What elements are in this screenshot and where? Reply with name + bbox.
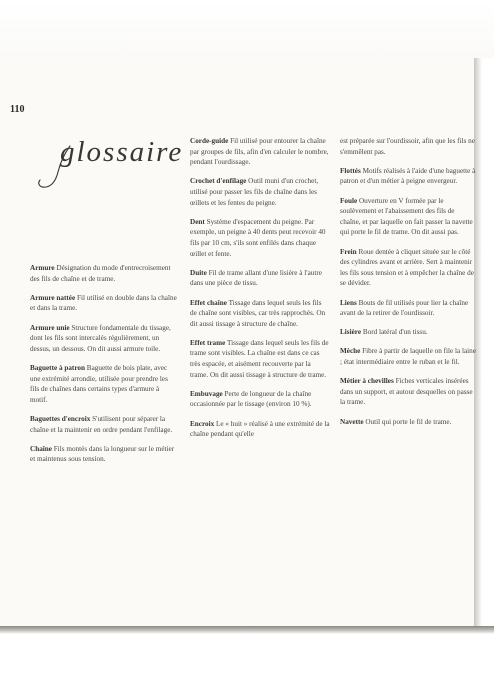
glossary-definition: est préparée sur l'ourdissoir, afin que les fils ne s'emmêlent pas. (340, 137, 475, 156)
glossary-definition: Fil de trame allant d'une lisière à l'autre dans une pièce de tissu. (190, 268, 322, 288)
glossary-term: Navette (340, 417, 364, 426)
page-number: 110 (10, 104, 25, 115)
glossary-entry (190, 268, 330, 289)
glossary-term: Flottés (340, 166, 361, 175)
glossary-term: Corde-guide (190, 137, 229, 145)
glossary-entry (190, 298, 330, 330)
glossary-term: Embuvage (190, 389, 223, 398)
glossary-definition: Fil utilisé pour entourer la chaîne par groupes de fils, afin d'en calculer le nombre, pendant l'ourdissage. (190, 137, 329, 167)
glossary-definition: Motifs réalisés à l'aide d'une baguette à patron et d'un métier à peigne envergeur. (340, 166, 476, 186)
glossary-entry (340, 166, 476, 187)
glossary-definition: Système d'espacement du peigne. Par exemple, un peigne à 40 dents peut recevoir 40 fils par 10 cm, s'ils sont enfilés dans chaque œillet et fente. (190, 217, 326, 258)
glossary-entry (340, 298, 476, 319)
glossary-column-1 (30, 263, 178, 473)
glossary-entry (30, 414, 178, 435)
glossary-definition: Fiches verticales insérées dans un support, et autour desquelles on passe la trame. (340, 377, 473, 407)
glossary-entry (340, 376, 476, 408)
glossary-entry (190, 419, 330, 440)
glossary-term: Mèche (340, 347, 361, 356)
page-bottom-shadow (0, 626, 494, 634)
glossary-entry (30, 263, 178, 284)
glossary-entry (30, 363, 178, 405)
glossary-term: Métier à chevilles (340, 377, 394, 386)
glossary-column-2 (190, 136, 330, 448)
glossary-term: Baguette à patron (30, 363, 85, 372)
glossary-definition: Bouts de fil utilisés pour lier la chaîne avant de la retirer de l'ourdissoir. (340, 298, 469, 318)
glossary-entry (340, 136, 476, 157)
glossary-entry (340, 196, 476, 238)
glossary-definition: Outil qui porte le fil de trame. (365, 417, 452, 426)
glossary-definition: Fil utilisé en double dans la chaîne et dans la trame. (30, 293, 177, 313)
glossary-definition: Désignation du mode d'entrecroisement des fils de chaîne et de trame. (30, 264, 171, 283)
glossary-definition: Le « huit » réalisé à une extrémité de la chaîne pendant qu'elle (190, 419, 330, 439)
glossary-entry (190, 217, 330, 259)
glossary-definition: Perte de longueur de la chaîne occasionnée par le tissage (environ 10 %). (190, 389, 312, 409)
glossary-term: Armure unie (30, 323, 70, 332)
glossary-definition: Fils montés dans la longueur sur le métier et maintenus sous tension. (30, 444, 175, 464)
glossary-entry (190, 176, 330, 208)
glossary-entry (340, 327, 476, 338)
glossary-definition: Baguette de bois plate, avec une extrémité arrondie, utilisée pour prendre les fils de chaînes dans certains types d'armure à motif. (30, 363, 168, 404)
glossary-term: Duite (190, 268, 207, 277)
glossary-term: Effet chaîne (190, 298, 227, 307)
scan-margin-top (0, 0, 494, 58)
glossary-definition: Ouverture en V formée par le soulèvement et l'abaissement des fils de chaîne, et par laquelle on fait passer la navette qui porte le fil de trame. On dit aussi pas. (340, 196, 473, 237)
glossary-definition: Tissage dans lequel seuls les fils de trame sont visibles. La chaîne est dans ce cas très espacée, et aisément recouverte par la trame. On dit aussi tissage à structure de trame. (190, 338, 329, 379)
glossary-term: Effet trame (190, 338, 226, 347)
glossary-entry (340, 346, 476, 367)
glossary-term: Chaîne (30, 444, 52, 453)
glossary-definition: Structure fondamentale du tissage, dont les fils sont intercalés régulièrement, un dessus, un dessous. On dit aussi armure toile. (30, 323, 171, 353)
glossary-column-3 (340, 136, 476, 436)
glossary-entry (30, 323, 178, 355)
glossary-term: Foule (340, 196, 358, 205)
glossary-entry (30, 444, 178, 465)
glossary-term: Crochet d'enfilage (190, 177, 247, 186)
glossary-heading (30, 136, 184, 200)
glossary-entry (190, 389, 330, 410)
glossary-term: Armure (30, 264, 55, 272)
glossary-definition: Roue dentée à cliquet située sur le côté des cylindres avant et arrière. Sert à maintenir les fils sous tension et à empêcher la chaîne de se dévider. (340, 247, 474, 288)
glossary-term: Lisière (340, 328, 362, 337)
glossary-definition: Fibre à partir de laquelle on file la laine ; état intermédiaire entre le ruban et le fil. (340, 347, 476, 367)
glossary-definition: Bord latéral d'un tissu. (362, 328, 428, 337)
glossary-term: Liens (340, 298, 357, 307)
glossary-term: Dent (190, 217, 205, 226)
glossary-entry (30, 293, 178, 314)
glossary-definition: Outil muni d'un crochet, utilisé pour passer les fils de chaîne dans les œillets et les fentes du peigne. (190, 177, 319, 207)
glossary-definition: S'utilisent pour séparer la chaîne et la maintenir en ordre pendant l'enfilage. (30, 414, 173, 434)
glossary-entry (190, 338, 330, 380)
glossary-term: Baguettes d'encroix (30, 414, 91, 423)
glossary-term: Encroix (190, 419, 215, 428)
glossary-term: Armure nattée (30, 293, 76, 302)
glossary-entry (340, 417, 476, 428)
glossary-entry (340, 247, 476, 289)
glossary-term: Frein (340, 247, 357, 256)
glossary-entry (190, 136, 330, 168)
page-title: glossaire (60, 136, 184, 168)
glossary-definition: Tissage dans lequel seuls les fils de chaîne sont visibles, car très rapprochés. On dit aussi tissage à structure de chaîne. (190, 298, 326, 328)
